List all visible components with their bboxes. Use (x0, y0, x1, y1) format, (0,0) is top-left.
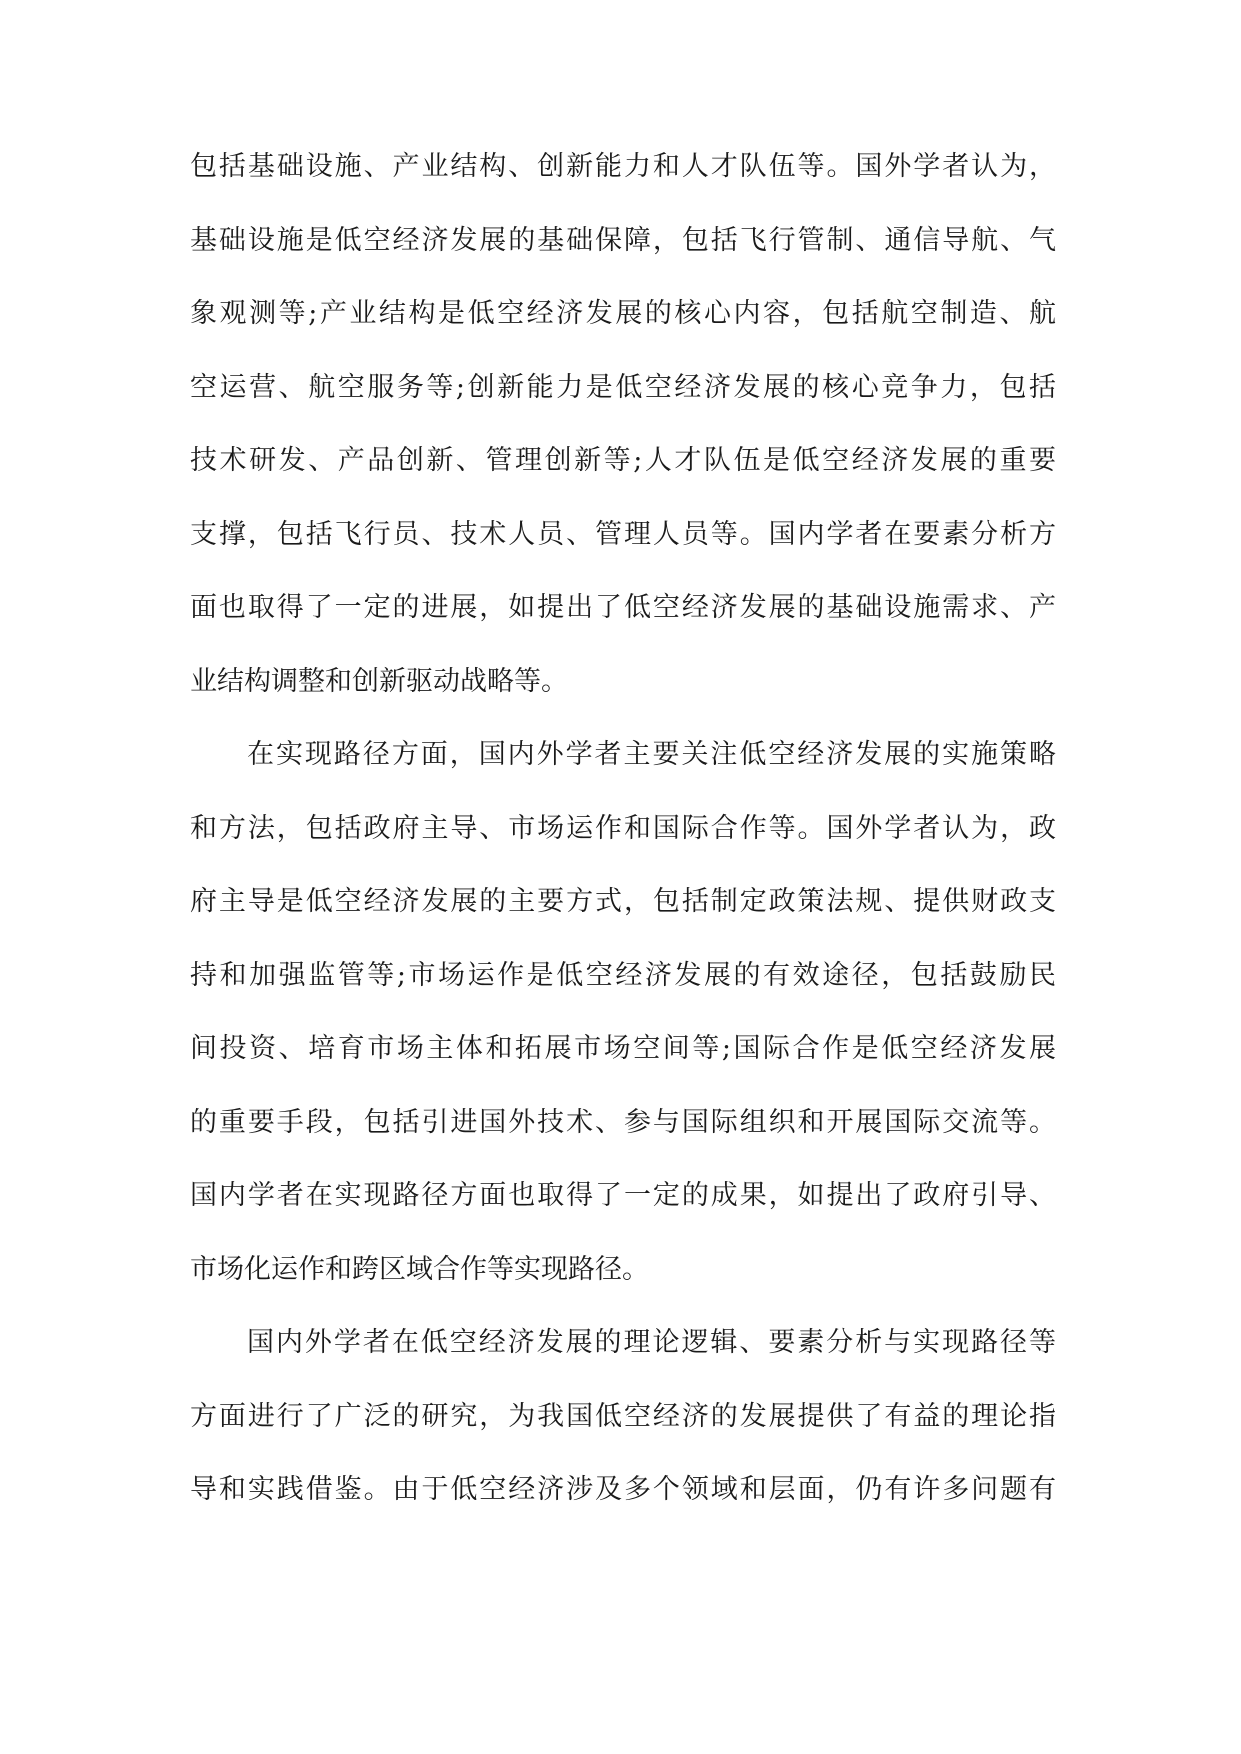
text-line: 国内学者在实现路径方面也取得了一定的成果，如提出了政府引导、 (190, 1180, 1056, 1211)
text-line: 面也取得了一定的进展，如提出了低空经济发展的基础设施需求、产 (190, 592, 1056, 623)
text-line: 包括基础设施、产业结构、创新能力和人才队伍等。国外学者认为， (190, 151, 1056, 182)
text-line: 市场化运作和跨区域合作等实现路径。 (190, 1253, 649, 1285)
text-line: 国内外学者在低空经济发展的理论逻辑、要素分析与实现路径等 (247, 1327, 1056, 1358)
text-line: 导和实践借鉴。由于低空经济涉及多个领域和层面，仍有许多问题有 (190, 1474, 1056, 1505)
text-line: 基础设施是低空经济发展的基础保障，包括飞行管制、通信导航、气 (190, 224, 1056, 256)
text-line: 间投资、培育市场主体和拓展市场空间等;国际合作是低空经济发展 (190, 1033, 1056, 1064)
text-line: 业结构调整和创新驱动战略等。 (190, 665, 568, 697)
text-line: 支撑，包括飞行员、技术人员、管理人员等。国内学者在要素分析方 (190, 518, 1056, 550)
text-line: 的重要手段，包括引进国外技术、参与国际组织和开展国际交流等。 (190, 1106, 1056, 1138)
text-line: 府主导是低空经济发展的主要方式，包括制定政策法规、提供财政支 (190, 886, 1056, 917)
text-line: 方面进行了广泛的研究，为我国低空经济的发展提供了有益的理论指 (190, 1400, 1056, 1432)
body-text (190, 147, 1056, 1544)
text-line: 空运营、航空服务等;创新能力是低空经济发展的核心竞争力，包括 (190, 371, 1056, 403)
text-line: 持和加强监管等;市场运作是低空经济发展的有效途径，包括鼓励民 (190, 959, 1056, 991)
text-line: 和方法，包括政府主导、市场运作和国际合作等。国外学者认为，政 (190, 812, 1056, 844)
text-line: 在实现路径方面，国内外学者主要关注低空经济发展的实施策略 (247, 739, 1056, 770)
text-line: 技术研发、产品创新、管理创新等;人才队伍是低空经济发展的重要 (190, 445, 1056, 476)
text-line: 象观测等;产业结构是低空经济发展的核心内容，包括航空制造、航 (190, 298, 1056, 329)
